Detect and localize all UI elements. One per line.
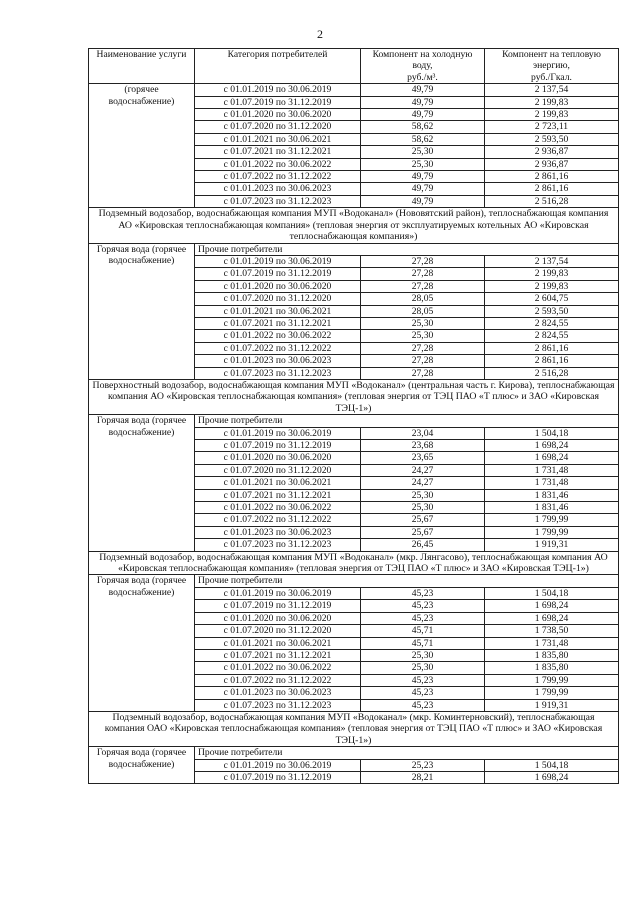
heat-value: 1 504,18 bbox=[485, 759, 619, 771]
period-cell: с 01.01.2019 по 30.06.2019 bbox=[195, 427, 361, 439]
section-title-row bbox=[89, 551, 619, 575]
cold-water-value: 25,30 bbox=[361, 649, 485, 661]
period-cell: с 01.07.2022 по 31.12.2022 bbox=[195, 674, 361, 686]
header-category: Категория потребителей bbox=[195, 49, 361, 84]
period-cell: с 01.07.2022 по 31.12.2022 bbox=[195, 342, 361, 354]
table-header-row bbox=[89, 49, 619, 84]
heat-value: 2 936,87 bbox=[485, 158, 619, 170]
period-cell: с 01.07.2021 по 31.12.2021 bbox=[195, 649, 361, 661]
cold-water-value: 49,79 bbox=[361, 195, 485, 207]
cold-water-value: 27,28 bbox=[361, 367, 485, 379]
cold-water-value: 45,23 bbox=[361, 587, 485, 599]
period-cell: с 01.07.2021 по 31.12.2021 bbox=[195, 317, 361, 329]
tariff-table bbox=[88, 48, 619, 784]
cold-water-value: 49,79 bbox=[361, 109, 485, 121]
heat-value: 1 698,24 bbox=[485, 600, 619, 612]
service-name: Горячая вода (горячее водоснабжение) bbox=[89, 243, 195, 379]
cold-water-value: 23,04 bbox=[361, 427, 485, 439]
period-cell: с 01.01.2021 по 30.06.2021 bbox=[195, 637, 361, 649]
section-title-row bbox=[89, 379, 619, 414]
heat-value: 2 604,75 bbox=[485, 293, 619, 305]
section-title: Подземный водозабор, водоснабжающая компания МУП «Водоканал» (Нововятский район), теплоснабжающая компания АО «Кировская теплоснабжающая компания» (тепловая энергия от эксплуатируемых котельных АО «Кировская теплоснабжающая компания») bbox=[89, 208, 619, 243]
period-cell: с 01.01.2020 по 30.06.2020 bbox=[195, 280, 361, 292]
period-cell: с 01.01.2021 по 30.06.2021 bbox=[195, 305, 361, 317]
heat-value: 2 824,55 bbox=[485, 317, 619, 329]
cold-water-value: 27,28 bbox=[361, 342, 485, 354]
table-row bbox=[89, 243, 619, 255]
cold-water-value: 28,21 bbox=[361, 771, 485, 783]
section-title: Подземный водозабор, водоснабжающая компания МУП «Водоканал» (мкр. Лянгасово), теплоснабжающая компания АО «Кировская теплоснабжающая компания» (тепловая энергия от ТЭЦ ПАО «Т плюс» и ЗАО «Кировская ТЭЦ-1») bbox=[89, 551, 619, 575]
period-cell: с 01.01.2020 по 30.06.2020 bbox=[195, 109, 361, 121]
cold-water-value: 25,23 bbox=[361, 759, 485, 771]
heat-value: 2 824,55 bbox=[485, 330, 619, 342]
period-cell: с 01.01.2022 по 30.06.2022 bbox=[195, 158, 361, 170]
cold-water-value: 45,23 bbox=[361, 600, 485, 612]
period-cell: с 01.01.2020 по 30.06.2020 bbox=[195, 612, 361, 624]
period-cell: с 01.01.2019 по 30.06.2019 bbox=[195, 587, 361, 599]
period-cell: с 01.01.2022 по 30.06.2022 bbox=[195, 330, 361, 342]
heat-value: 2 516,28 bbox=[485, 367, 619, 379]
heat-value: 1 738,50 bbox=[485, 625, 619, 637]
period-cell: с 01.01.2019 по 30.06.2019 bbox=[195, 84, 361, 96]
cold-water-value: 49,79 bbox=[361, 171, 485, 183]
period-cell: с 01.07.2023 по 31.12.2023 bbox=[195, 195, 361, 207]
period-cell: с 01.01.2019 по 30.06.2019 bbox=[195, 759, 361, 771]
table-row bbox=[89, 747, 619, 759]
period-cell: с 01.07.2019 по 31.12.2019 bbox=[195, 771, 361, 783]
period-cell: с 01.01.2023 по 30.06.2023 bbox=[195, 183, 361, 195]
heat-value: 2 137,54 bbox=[485, 255, 619, 267]
heat-value: 1 831,46 bbox=[485, 489, 619, 501]
tariff-table-body bbox=[89, 49, 619, 784]
cold-water-value: 25,30 bbox=[361, 662, 485, 674]
heat-value: 2 516,28 bbox=[485, 195, 619, 207]
heat-value: 2 936,87 bbox=[485, 146, 619, 158]
heat-value: 2 199,83 bbox=[485, 109, 619, 121]
period-cell: с 01.01.2023 по 30.06.2023 bbox=[195, 355, 361, 367]
table-row bbox=[89, 84, 619, 96]
heat-value: 1 698,24 bbox=[485, 452, 619, 464]
header-cold-water: Компонент на холодную воду, руб./м³. bbox=[361, 49, 485, 84]
cold-water-value: 25,30 bbox=[361, 502, 485, 514]
heat-value: 2 861,16 bbox=[485, 355, 619, 367]
period-cell: с 01.01.2020 по 30.06.2020 bbox=[195, 452, 361, 464]
heat-value: 2 723,11 bbox=[485, 121, 619, 133]
cold-water-value: 28,05 bbox=[361, 305, 485, 317]
consumer-category: Прочие потребители bbox=[195, 415, 619, 427]
heat-value: 2 861,16 bbox=[485, 183, 619, 195]
cold-water-value: 27,28 bbox=[361, 268, 485, 280]
cold-water-value: 23,68 bbox=[361, 440, 485, 452]
page-number: 2 bbox=[317, 27, 323, 41]
period-cell: с 01.07.2022 по 31.12.2022 bbox=[195, 514, 361, 526]
heat-value: 1 698,24 bbox=[485, 771, 619, 783]
heat-value: 1 731,48 bbox=[485, 477, 619, 489]
header-heat: Компонент на тепловую энергию, руб./Гкал. bbox=[485, 49, 619, 84]
cold-water-value: 45,23 bbox=[361, 687, 485, 699]
cold-water-value: 25,30 bbox=[361, 146, 485, 158]
heat-value: 2 137,54 bbox=[485, 84, 619, 96]
heat-value: 1 831,46 bbox=[485, 502, 619, 514]
cold-water-value: 45,23 bbox=[361, 612, 485, 624]
heat-value: 1 919,31 bbox=[485, 539, 619, 551]
heat-value: 2 861,16 bbox=[485, 342, 619, 354]
service-name: Горячая вода (горячее водоснабжение) bbox=[89, 415, 195, 551]
heat-value: 1 835,80 bbox=[485, 662, 619, 674]
cold-water-value: 49,79 bbox=[361, 96, 485, 108]
period-cell: с 01.01.2023 по 30.06.2023 bbox=[195, 687, 361, 699]
cold-water-value: 25,67 bbox=[361, 526, 485, 538]
section-title: Подземный водозабор, водоснабжающая компания МУП «Водоканал» (мкр. Коминтерновский), теплоснабжающая компания ОАО «Кировская теплоснабжающая компания» (тепловая энергия от ТЭЦ ПАО «Т плюс» и ЗАО «Кировская ТЭЦ-1») bbox=[89, 711, 619, 746]
period-cell: с 01.07.2019 по 31.12.2019 bbox=[195, 268, 361, 280]
period-cell: с 01.07.2020 по 31.12.2020 bbox=[195, 121, 361, 133]
consumer-category: Прочие потребители bbox=[195, 747, 619, 759]
section-title-row bbox=[89, 208, 619, 243]
cold-water-value: 58,62 bbox=[361, 121, 485, 133]
period-cell: с 01.07.2023 по 31.12.2023 bbox=[195, 367, 361, 379]
heat-value: 1 799,99 bbox=[485, 514, 619, 526]
heat-value: 1 799,99 bbox=[485, 526, 619, 538]
heat-value: 1 698,24 bbox=[485, 612, 619, 624]
period-cell: с 01.01.2022 по 30.06.2022 bbox=[195, 502, 361, 514]
heat-value: 1 799,99 bbox=[485, 687, 619, 699]
heat-value: 1 731,48 bbox=[485, 464, 619, 476]
heat-value: 1 504,18 bbox=[485, 587, 619, 599]
heat-value: 1 835,80 bbox=[485, 649, 619, 661]
cold-water-value: 27,28 bbox=[361, 355, 485, 367]
section-title-row bbox=[89, 711, 619, 746]
cold-water-value: 26,45 bbox=[361, 539, 485, 551]
service-name: Горячая вода (горячее водоснабжение) bbox=[89, 747, 195, 784]
period-cell: с 01.07.2022 по 31.12.2022 bbox=[195, 171, 361, 183]
service-name: (горячее водоснабжение) bbox=[89, 84, 195, 208]
cold-water-value: 27,28 bbox=[361, 255, 485, 267]
period-cell: с 01.07.2023 по 31.12.2023 bbox=[195, 539, 361, 551]
period-cell: с 01.01.2019 по 30.06.2019 bbox=[195, 255, 361, 267]
cold-water-value: 49,79 bbox=[361, 183, 485, 195]
heat-value: 1 504,18 bbox=[485, 427, 619, 439]
table-row bbox=[89, 415, 619, 427]
period-cell: с 01.01.2023 по 30.06.2023 bbox=[195, 526, 361, 538]
cold-water-value: 27,28 bbox=[361, 280, 485, 292]
period-cell: с 01.07.2021 по 31.12.2021 bbox=[195, 146, 361, 158]
cold-water-value: 24,27 bbox=[361, 477, 485, 489]
cold-water-value: 45,23 bbox=[361, 699, 485, 711]
consumer-category: Прочие потребители bbox=[195, 243, 619, 255]
cold-water-value: 58,62 bbox=[361, 133, 485, 145]
heat-value: 2 199,83 bbox=[485, 268, 619, 280]
header-service: Наименование услуги bbox=[89, 49, 195, 84]
table-row bbox=[89, 575, 619, 587]
heat-value: 2 199,83 bbox=[485, 280, 619, 292]
heat-value: 2 199,83 bbox=[485, 96, 619, 108]
period-cell: с 01.07.2021 по 31.12.2021 bbox=[195, 489, 361, 501]
period-cell: с 01.07.2019 по 31.12.2019 bbox=[195, 440, 361, 452]
period-cell: с 01.07.2020 по 31.12.2020 bbox=[195, 625, 361, 637]
period-cell: с 01.01.2021 по 30.06.2021 bbox=[195, 477, 361, 489]
heat-value: 1 698,24 bbox=[485, 440, 619, 452]
heat-value: 1 731,48 bbox=[485, 637, 619, 649]
cold-water-value: 24,27 bbox=[361, 464, 485, 476]
period-cell: с 01.07.2020 по 31.12.2020 bbox=[195, 464, 361, 476]
heat-value: 2 861,16 bbox=[485, 171, 619, 183]
heat-value: 1 799,99 bbox=[485, 674, 619, 686]
section-title: Поверхностный водозабор, водоснабжающая компания МУП «Водоканал» (центральная часть г. Кирова), теплоснабжающая компания АО «Кировская теплоснабжающая компания» (тепловая энергия от ТЭЦ ПАО «Т плюс» и ЗАО «Кировская ТЭЦ-1») bbox=[89, 379, 619, 414]
period-cell: с 01.07.2020 по 31.12.2020 bbox=[195, 293, 361, 305]
cold-water-value: 25,30 bbox=[361, 158, 485, 170]
heat-value: 2 593,50 bbox=[485, 133, 619, 145]
heat-value: 2 593,50 bbox=[485, 305, 619, 317]
period-cell: с 01.01.2021 по 30.06.2021 bbox=[195, 133, 361, 145]
service-name: Горячая вода (горячее водоснабжение) bbox=[89, 575, 195, 711]
cold-water-value: 25,30 bbox=[361, 317, 485, 329]
consumer-category: Прочие потребители bbox=[195, 575, 619, 587]
period-cell: с 01.07.2023 по 31.12.2023 bbox=[195, 699, 361, 711]
cold-water-value: 25,67 bbox=[361, 514, 485, 526]
cold-water-value: 23,65 bbox=[361, 452, 485, 464]
period-cell: с 01.01.2022 по 30.06.2022 bbox=[195, 662, 361, 674]
cold-water-value: 45,71 bbox=[361, 625, 485, 637]
period-cell: с 01.07.2019 по 31.12.2019 bbox=[195, 96, 361, 108]
period-cell: с 01.07.2019 по 31.12.2019 bbox=[195, 600, 361, 612]
heat-value: 1 919,31 bbox=[485, 699, 619, 711]
cold-water-value: 49,79 bbox=[361, 84, 485, 96]
cold-water-value: 45,23 bbox=[361, 674, 485, 686]
cold-water-value: 28,05 bbox=[361, 293, 485, 305]
cold-water-value: 45,71 bbox=[361, 637, 485, 649]
cold-water-value: 25,30 bbox=[361, 330, 485, 342]
cold-water-value: 25,30 bbox=[361, 489, 485, 501]
